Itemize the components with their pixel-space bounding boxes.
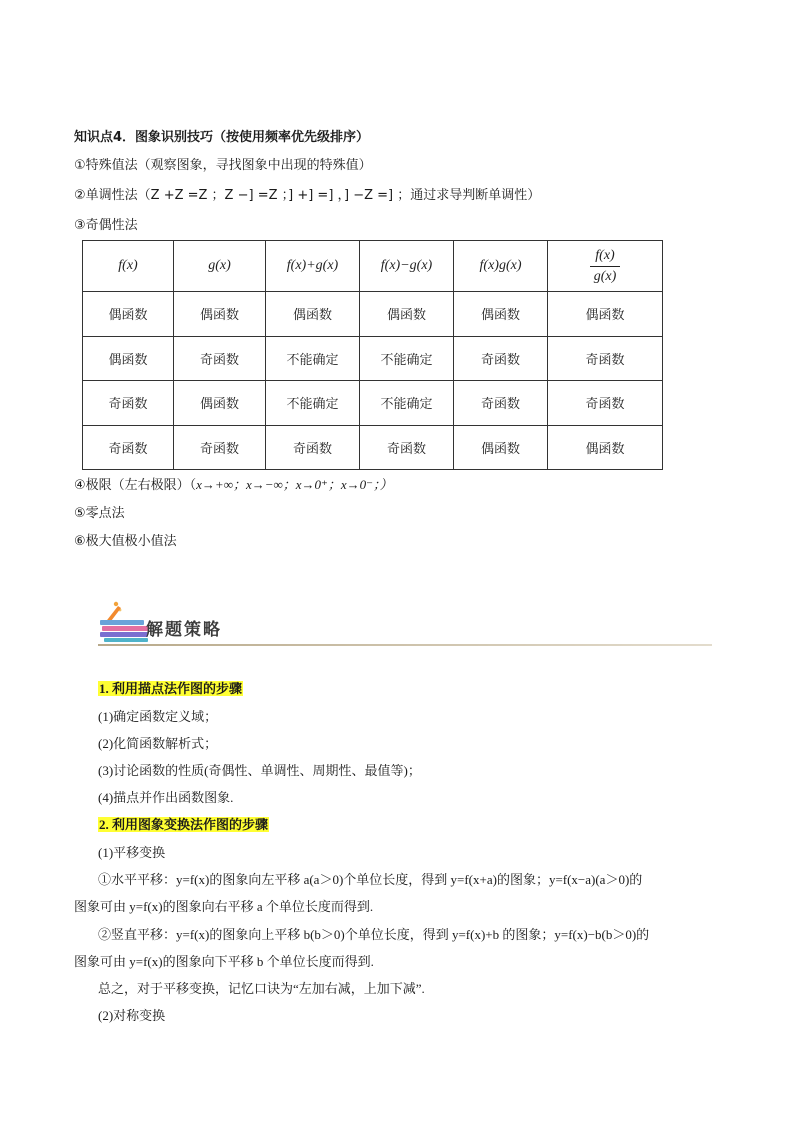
table-header-cell: f(x)g(x) [454,241,548,292]
fraction [590,246,621,287]
table-row [83,292,663,337]
parity-table [82,240,663,470]
section-title: 知识点4．图象识别技巧（按使用频率优先级排序） [74,130,370,145]
table-cell: 奇函数 [83,425,174,470]
table-cell: 不能确定 [266,336,360,381]
paragraph-line: 图象可由 y=f(x)的图象向下平移 b 个单位长度而得到. [74,954,374,969]
table-header-cell: f(x)+g(x) [266,241,360,292]
paragraph-line: ①水平平移：y=f(x)的图象向左平移 a(a＞0)个单位长度，得到 y=f(x+a)的图象；y=f(x−a)(a＞0)的 [98,872,643,887]
table-cell: 奇函数 [454,336,548,381]
table-cell: 偶函数 [174,381,266,426]
table-cell: 偶函数 [454,425,548,470]
paragraph-line: ②竖直平移：y=f(x)的图象向上平移 b(b＞0)个单位长度，得到 y=f(x)+b 的图象；y=f(x)−b(b＞0)的 [98,927,650,942]
fraction-numerator: f(x) [590,246,621,267]
table-cell: 奇函数 [174,336,266,381]
list-item: ⑥极大值极小值法 [74,534,177,549]
list-item [74,474,393,493]
subheading: (2)对称变换 [98,1008,166,1023]
table-cell: 不能确定 [266,381,360,426]
table-cell: 奇函数 [83,381,174,426]
subheading: (1)平移变换 [98,845,166,860]
table-cell: 奇函数 [174,425,266,470]
highlighted-heading: 1. 利用描点法作图的步骤 [99,681,243,696]
table-header-fraction [548,241,663,292]
strategy-banner-title: 解题策略 [146,620,222,640]
highlighted-heading: 2. 利用图象变换法作图的步骤 [99,817,269,832]
list-item: (3)讨论函数的性质(奇偶性、单调性、周期性、最值等)； [98,763,421,778]
table-cell: 奇函数 [266,425,360,470]
table-cell: 不能确定 [360,381,454,426]
table-cell: 偶函数 [266,292,360,337]
table-cell: 偶函数 [83,336,174,381]
table-row [83,425,663,470]
table-cell: 不能确定 [360,336,454,381]
table-cell: 偶函数 [548,425,663,470]
list-item: ⑤零点法 [74,506,125,521]
table-header-cell: g(x) [174,241,266,292]
list-item: ③奇偶性法 [74,218,138,233]
table-cell: 偶函数 [174,292,266,337]
divider [98,644,712,646]
list-item: (1)确定函数定义域； [98,709,218,724]
strategy-heading-2 [98,814,269,833]
table-cell: 偶函数 [360,292,454,337]
table-cell: 奇函数 [548,381,663,426]
table-row [83,336,663,381]
table-header-cell: f(x)−g(x) [360,241,454,292]
table-cell: 偶函数 [548,292,663,337]
table-header-row [83,241,663,292]
list-item: ①特殊值法（观察图象，寻找图象中出现的特殊值） [74,158,372,173]
table-cell: 奇函数 [548,336,663,381]
table-cell: 偶函数 [454,292,548,337]
list-item: (4)描点并作出函数图象. [98,790,234,805]
limit-label: ④极限（左右极限）（ [74,478,197,493]
fraction-denominator: g(x) [593,268,617,284]
table-header-cell: f(x) [83,241,174,292]
strategy-heading-1 [98,678,243,697]
list-item: ②单调性法（Z +Z =Z ；Z −] =Z ；] +] =] ，] −Z =] ；通过求导判断单调性） [74,188,541,203]
table-cell: 偶函数 [83,292,174,337]
limit-expressions: x→+∞；x→−∞；x→0⁺；x→0⁻；） [196,477,393,492]
list-item: (2)化简函数解析式； [98,736,218,751]
table-cell: 奇函数 [454,381,548,426]
paragraph-line: 图象可由 y=f(x)的图象向右平移 a 个单位长度而得到. [74,899,374,914]
paragraph-line: 总之，对于平移变换，记忆口诀为“左加右减，上加下减”. [98,981,425,996]
table-cell: 奇函数 [360,425,454,470]
table-row [83,381,663,426]
